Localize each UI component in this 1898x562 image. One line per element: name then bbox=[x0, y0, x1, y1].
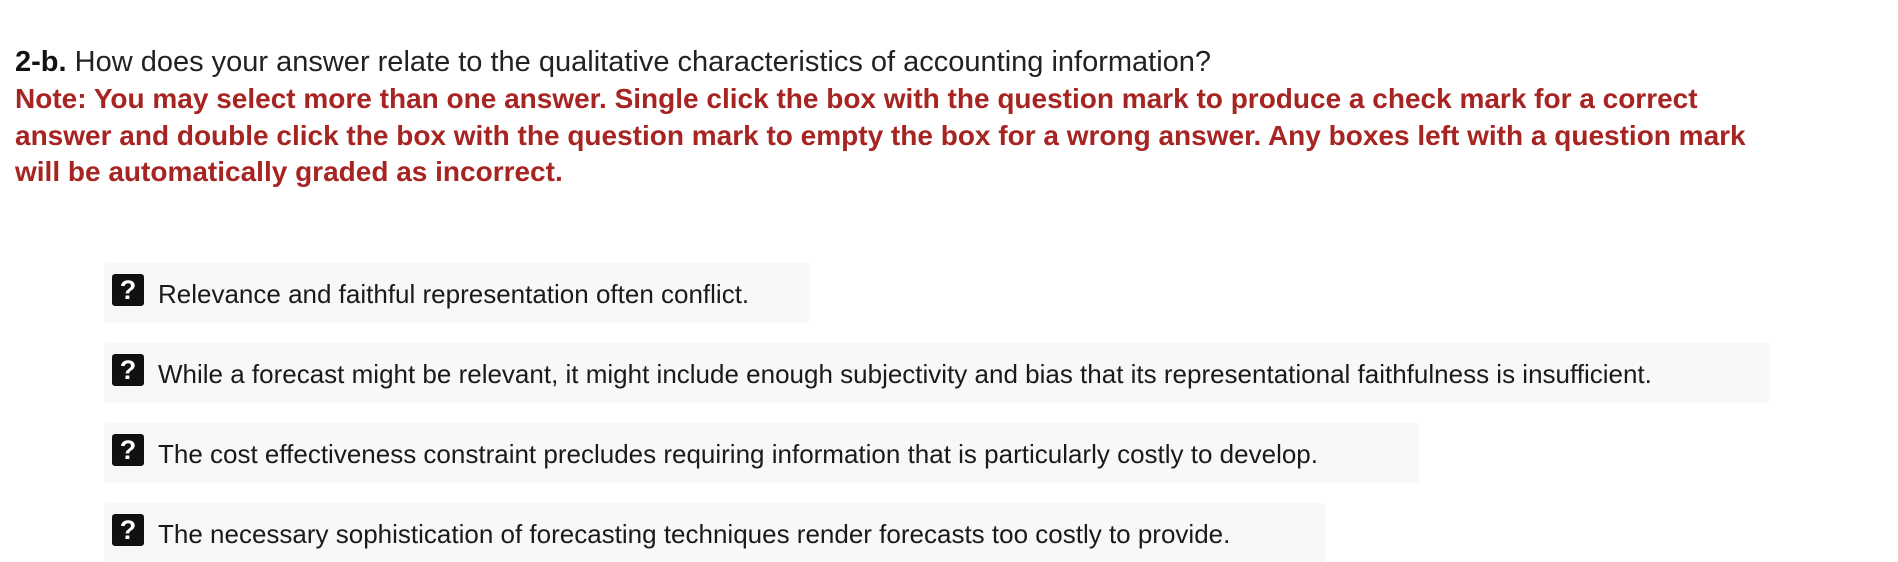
question-mark-checkbox-3[interactable] bbox=[112, 434, 144, 466]
answer-option-1[interactable] bbox=[104, 263, 810, 323]
answer-option-text: The cost effectiveness constraint precludes requiring information that is particularly costly to develop. bbox=[158, 438, 1318, 469]
question-mark-icon: ? bbox=[119, 435, 137, 465]
question-mark-icon: ? bbox=[119, 275, 137, 305]
question-mark-checkbox-1[interactable] bbox=[112, 274, 144, 306]
note-line: Note: You may select more than one answer. Single click the box with the question mark to produce a check mark for a correct bbox=[15, 83, 1698, 114]
answer-option-3[interactable] bbox=[104, 423, 1419, 483]
answer-option-4[interactable] bbox=[104, 503, 1326, 562]
question-mark-checkbox-2[interactable] bbox=[112, 354, 144, 386]
question-text: How does your answer relate to the qualitative characteristics of accounting information? bbox=[74, 46, 1212, 78]
answer-option-text: While a forecast might be relevant, it might include enough subjectivity and bias that its representational faithfulness is insufficient. bbox=[158, 358, 1652, 389]
answer-option-2[interactable] bbox=[104, 343, 1770, 403]
note-line: answer and double click the box with the question mark to empty the box for a wrong answer. Any boxes left with a question mark bbox=[15, 119, 1746, 151]
question-mark-icon: ? bbox=[119, 355, 137, 385]
question-number: 2-b. bbox=[15, 46, 67, 78]
question-mark-icon: ? bbox=[119, 515, 137, 545]
answer-option-text: Relevance and faithful representation often conflict. bbox=[158, 278, 750, 309]
instruction-note bbox=[15, 81, 1895, 191]
question-mark-checkbox-4[interactable] bbox=[112, 514, 144, 546]
note-line: will be automatically graded as incorrect. bbox=[15, 156, 563, 187]
question-prompt bbox=[15, 44, 1895, 80]
answer-option-text: The necessary sophistication of forecasting techniques render forecasts too costly to provide. bbox=[158, 518, 1231, 549]
